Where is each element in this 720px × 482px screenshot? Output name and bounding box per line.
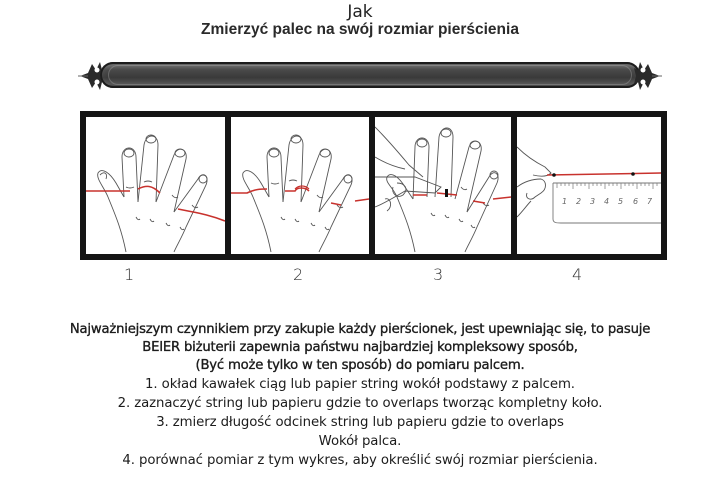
step-number-2: 2 [293, 265, 304, 284]
svg-text:1: 1 [562, 197, 568, 206]
dark-bar [100, 62, 640, 88]
ornament-right-icon [632, 56, 662, 96]
step-4-illustration [517, 117, 661, 254]
page-title: Zmierzyć palec na swój rozmiar pierścienia [201, 21, 519, 38]
step-1-illustration [86, 117, 225, 254]
intro-line-3: (Być może tylko w ten sposób) do pomiaru palcem. [195, 358, 525, 373]
instruction-1: 1. okład kawałek ciąg lub papier string wokół podstawy z palcem. [145, 377, 575, 392]
svg-text:5: 5 [618, 197, 624, 206]
svg-text:3: 3 [590, 197, 596, 206]
instruction-2: 2. zaznaczyć string lub papieru gdzie to overlaps tworząc kompletny koło. [117, 396, 603, 411]
page-title-small: Jak [347, 2, 373, 22]
ruler-labels [562, 197, 653, 206]
decorative-divider-bar [78, 56, 662, 96]
svg-text:4: 4 [604, 197, 610, 206]
svg-text:7: 7 [647, 197, 653, 206]
intro-line-1: Najważniejszym czynnikiem przy zakupie każdy pierścionek, jest upewniając się, to pasuje [69, 322, 651, 337]
instruction-3-continued: Wokół palca. [318, 434, 402, 449]
step-3-illustration [375, 117, 511, 254]
step-number-1: 1 [124, 265, 135, 284]
svg-text:6: 6 [633, 197, 639, 206]
svg-text:2: 2 [576, 197, 582, 206]
instruction-3: 3. zmierz długość odcinek string lub papieru gdzie to overlaps [156, 415, 564, 430]
intro-line-2: BEIER biżuterii zapewnia państwu najbardziej kompleksowy sposób, [142, 340, 578, 355]
step-number-3: 3 [433, 265, 444, 284]
step-number-4: 4 [572, 265, 583, 284]
step-2-illustration [231, 117, 369, 254]
illustration-strip [80, 111, 667, 260]
instruction-4: 4. porównać pomiar z tym wykres, aby określić swój rozmiar pierścienia. [122, 453, 598, 468]
